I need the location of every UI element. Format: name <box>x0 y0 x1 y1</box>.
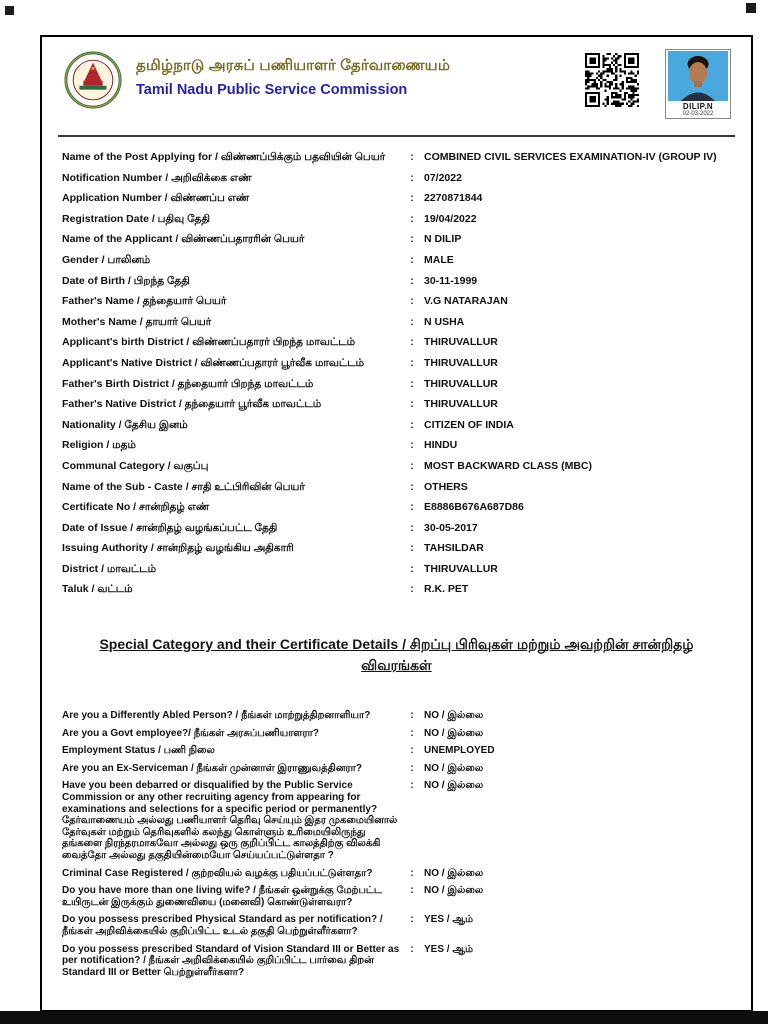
page-bottom-bar <box>0 1011 768 1024</box>
field-separator: : <box>410 398 414 411</box>
field-value: N DILIP <box>424 233 462 246</box>
special-category-list <box>62 710 731 978</box>
field-separator: : <box>410 501 414 514</box>
field-separator: : <box>410 336 414 349</box>
form-row <box>62 233 731 246</box>
field-value: 30-05-2017 <box>424 521 478 534</box>
field-separator: : <box>410 233 414 246</box>
field-value: NO / இல்லை <box>424 780 484 792</box>
field-label: Have you been debarred or disqualified by the Public Service Commission or any other recruiting agency from appearing for examinations and selections for a specific period or permanently? தேர்வாணையம் அல்லது பணியாளர் தெரிவு செய்யும் இதர முகமையினால் தேர்வுகள் மற்றும் தெரிவுகளில் கலந்து கொள்ளும் உரிமையிலிருந்து தங்களை நிரந்தரமாகவோ அல்லது ஒரு குறிப்பிட்ட காலத்திற்கு விலக்கி வைத்தோ அல்லது தகுதியின்மையோ செய்யப்பட்டுள்ளதா ? <box>62 780 398 861</box>
form-row <box>62 563 731 576</box>
field-value: YES / ஆம் <box>424 943 474 955</box>
field-value: TAHSILDAR <box>424 542 484 555</box>
field-label: Applicant's Native District / விண்ணப்பதாரர் பூர்வீக மாவட்டம் <box>62 356 365 369</box>
field-value: NO / இல்லை <box>424 727 484 739</box>
field-value: NO / இல்லை <box>424 710 484 722</box>
field-label: Father's Native District / தந்தையார் பூர்வீக மாவட்டம் <box>62 398 322 411</box>
field-label: Application Number / விண்ணப்ப எண் <box>62 192 250 205</box>
form-row <box>62 336 731 349</box>
field-separator: : <box>410 542 414 555</box>
field-separator: : <box>410 780 414 792</box>
field-separator: : <box>410 914 414 926</box>
form-row <box>62 439 731 452</box>
field-label: District / மாவட்டம் <box>62 562 157 575</box>
field-value: YES / ஆம் <box>424 914 474 926</box>
field-label: Applicant's birth District / விண்ணப்பதாரர் பிறந்த மாவட்டம் <box>62 336 356 349</box>
field-label: Father's Birth District / தந்தையார் பிறந்த மாவட்டம் <box>62 377 314 390</box>
field-separator: : <box>410 274 414 287</box>
document-header <box>62 47 731 129</box>
section-title: Special Category and their Certificate Details / சிறப்பு பிரிவுகள் மற்றும் அவற்றின் சான்றிதழ் விவரங்கள் <box>99 636 694 674</box>
photo-caption-name: DILIP.N <box>682 102 714 111</box>
form-row <box>62 728 731 740</box>
field-value: THIRUVALLUR <box>424 377 498 390</box>
field-label: Communal Category / வகுப்பு <box>62 459 209 472</box>
form-row <box>62 192 731 205</box>
field-label: Registration Date / பதிவு தேதி <box>62 212 210 225</box>
applicant-photo <box>667 51 729 101</box>
applicant-photo-box <box>665 49 731 119</box>
field-separator: : <box>410 727 414 739</box>
field-separator: : <box>410 295 414 308</box>
field-value: CITIZEN OF INDIA <box>424 418 514 431</box>
field-label: Are you a Differently Abled Person? / நீங்கள் மாற்றுத்திறனாளியா? <box>62 710 371 722</box>
form-row <box>62 914 731 937</box>
field-separator: : <box>410 212 414 225</box>
field-value: 30-11-1999 <box>424 274 478 287</box>
field-label: Gender / பாலினம் <box>62 253 151 266</box>
form-row <box>62 151 731 164</box>
org-title-english: Tamil Nadu Public Service Commission <box>136 82 408 98</box>
field-value: THIRUVALLUR <box>424 356 498 369</box>
qr-code <box>585 53 639 107</box>
form-row <box>62 868 731 880</box>
field-separator: : <box>410 192 414 205</box>
form-row <box>62 275 731 288</box>
form-row <box>62 172 731 185</box>
field-separator: : <box>410 418 414 431</box>
form-row <box>62 710 731 722</box>
field-value: R.K. PET <box>424 583 469 596</box>
tnpsc-emblem-icon <box>64 51 122 109</box>
field-separator: : <box>410 151 414 163</box>
form-row <box>62 254 731 267</box>
field-value: 2270871844 <box>424 192 483 205</box>
field-separator: : <box>410 521 414 534</box>
field-value: THIRUVALLUR <box>424 562 498 575</box>
form-row <box>62 213 731 226</box>
field-label: Father's Name / தந்தையார் பெயர் <box>62 295 227 308</box>
field-value: HINDU <box>424 439 458 452</box>
header-divider <box>58 135 735 137</box>
personal-details-list <box>62 151 731 596</box>
field-value: NO / இல்லை <box>424 885 484 897</box>
field-value: N USHA <box>424 315 465 328</box>
field-label: Mother's Name / தாயார் பெயர் <box>62 315 212 328</box>
org-titles <box>136 47 585 98</box>
field-label: Name of the Sub - Caste / சாதி உட்பிரிவின் பெயர் <box>62 480 305 493</box>
field-label: Date of Issue / சான்றிதழ் வழங்கப்பட்ட தேதி <box>62 521 278 534</box>
field-label: Certificate No / சான்றிதழ் எண் <box>62 501 210 514</box>
field-value: OTHERS <box>424 480 468 493</box>
field-value: NO / இல்லை <box>424 867 484 879</box>
form-row <box>62 419 731 432</box>
form-row <box>62 885 731 908</box>
corner-mark <box>5 6 14 15</box>
field-label: Do you have more than one living wife? / நீங்கள் ஒன்றுக்கு மேற்பட்ட உயிருடன் இருக்கும் துணைவியை (மனைவி) கொண்டுள்ளவரா? <box>62 885 382 908</box>
form-row <box>62 295 731 308</box>
field-label: Do you possess prescribed Standard of Vision Standard III or Better as per notification? / நீங்கள் அறிவிக்கையில் குறிப்பிட்ட பார்வை திறன் Standard III or Better பெற்றுள்ளீர்களா? <box>62 943 400 978</box>
field-value: 19/04/2022 <box>424 212 477 225</box>
field-separator: : <box>410 745 414 757</box>
form-row <box>62 745 731 757</box>
corner-mark <box>746 3 756 13</box>
field-label: Date of Birth / பிறந்த தேதி <box>62 274 190 287</box>
field-separator: : <box>410 356 414 369</box>
field-value: V.G NATARAJAN <box>424 295 508 308</box>
field-separator: : <box>410 943 414 955</box>
field-label: Criminal Case Registered / குற்றவியல் வழக்கு பதியப்பட்டுள்ளதா? <box>62 867 373 879</box>
form-row <box>62 481 731 494</box>
field-separator: : <box>410 583 414 596</box>
field-value: THIRUVALLUR <box>424 336 498 349</box>
field-label: Employment Status / பணி நிலை <box>62 745 215 757</box>
form-row <box>62 522 731 535</box>
form-row <box>62 763 731 775</box>
org-title-tamil: தமிழ்நாடு அரசுப் பணியாளர் தேர்வாணையம் <box>136 57 451 74</box>
field-label: Taluk / வட்டம் <box>62 583 133 596</box>
form-row <box>62 398 731 411</box>
field-label: Name of the Post Applying for / விண்ணப்பிக்கும் பதவியின் பெயர் <box>62 151 386 163</box>
field-separator: : <box>410 439 414 452</box>
field-separator: : <box>410 762 414 774</box>
field-value: 07/2022 <box>424 171 462 184</box>
form-row <box>62 357 731 370</box>
field-separator: : <box>410 480 414 493</box>
field-separator: : <box>410 459 414 472</box>
form-row <box>62 460 731 473</box>
form-row <box>62 501 731 514</box>
field-separator: : <box>410 867 414 879</box>
form-row <box>62 378 731 391</box>
field-value: MALE <box>424 253 454 266</box>
field-label: Do you possess prescribed Physical Standard as per notification? / நீங்கள் அறிவிக்கையில் குறிப்பிட்ட உடல் தகுதி பெற்றுள்ளீர்களா? <box>62 914 383 937</box>
field-value: THIRUVALLUR <box>424 398 498 411</box>
field-value: COMBINED CIVIL SERVICES EXAMINATION-IV (GROUP IV) <box>424 151 717 163</box>
field-separator: : <box>410 885 414 897</box>
field-separator: : <box>410 377 414 390</box>
field-value: MOST BACKWARD CLASS (MBC) <box>424 459 592 472</box>
form-row <box>62 542 731 555</box>
field-value: NO / இல்லை <box>424 762 484 774</box>
field-separator: : <box>410 562 414 575</box>
field-label: Are you a Govt employee?/ நீங்கள் அரசுப்பணியாளரா? <box>62 727 319 739</box>
form-row <box>62 780 731 861</box>
field-label: Issuing Authority / சான்றிதழ் வழங்கிய அதிகாரி <box>62 542 294 555</box>
photo-caption-date: 02-03-2022 <box>682 111 714 117</box>
form-row <box>62 944 731 979</box>
form-sheet <box>40 35 753 1012</box>
field-label: Religion / மதம் <box>62 439 136 452</box>
field-value: UNEMPLOYED <box>424 745 495 757</box>
field-separator: : <box>410 171 414 184</box>
field-label: Are you an Ex-Serviceman / நீங்கள் முன்னாள் இராணுவத்தினரா? <box>62 762 363 774</box>
field-label: Name of the Applicant / விண்ணப்பதாரரின் பெயர் <box>62 233 305 246</box>
field-separator: : <box>410 253 414 266</box>
form-row <box>62 316 731 329</box>
field-separator: : <box>410 710 414 722</box>
field-label: Nationality / தேசிய இனம் <box>62 418 188 431</box>
field-label: Notification Number / அறிவிக்கை எண் <box>62 171 252 184</box>
form-row <box>62 583 731 596</box>
field-separator: : <box>410 315 414 328</box>
field-value: E8886B676A687D86 <box>424 501 524 514</box>
